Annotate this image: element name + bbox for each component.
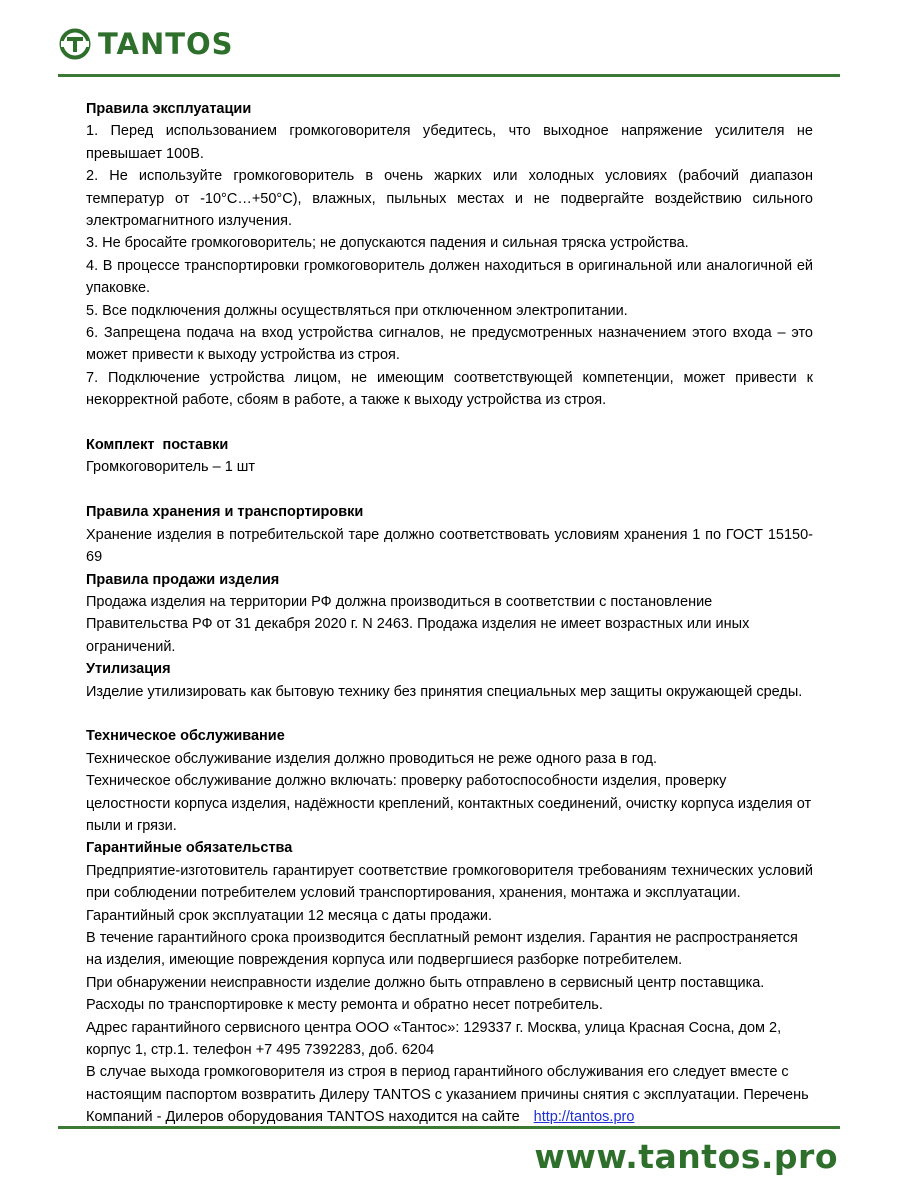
footer-divider xyxy=(58,1126,840,1129)
kit-item: Громкоговоритель – 1 шт xyxy=(86,459,256,476)
warranty-text: Предприятие-изготовитель гарантирует соответствие громкоговорителя требованиям технических условий при соблюдении потребителем условий транспортирования, хранения, монтажа и эксплуатации. xyxy=(86,862,813,902)
brand-name: TANTOS xyxy=(98,27,234,61)
warranty-final xyxy=(86,1061,813,1128)
rules-title: Правила эксплуатации xyxy=(86,101,252,117)
warranty-final-text: В случае выхода громкоговорителя из строя в период гарантийного обслуживания его следует вместе с настоящим паспортом возвратить Дилеру TANTOS с указанием причины снятия с эксплуатации. Перечень Компаний - Дилеров оборудования TANTOS находится на сайте xyxy=(86,1064,809,1126)
rule-item: 6. Запрещена подача на вход устройства сигналов, не предусмотренных назначением этого входа – это может привести к выходу устройства из строя. xyxy=(86,325,813,364)
dealer-site-link[interactable]: http://tantos.pro xyxy=(533,1109,635,1126)
warranty-text: Расходы по транспортировке к месту ремонта и обратно несет потребитель. xyxy=(86,997,603,1014)
disposal-title: Утилизация xyxy=(86,661,171,678)
rule-item: 2. Не используйте громкоговоритель в очень жарких или холодных условиях (рабочий диапазон температур от -10°С…+50°С), влажных, пыльных местах и не подвергайте воздействию сильного электромагнитного излучения. xyxy=(86,168,813,230)
warranty-text: В течение гарантийного срока производится бесплатный ремонт изделия. Гарантия не распространяется на изделия, имеющие повреждения корпуса или подвергшиеся разборке потребителем. xyxy=(86,929,798,969)
storage-title: Правила хранения и транспортировки xyxy=(86,504,364,521)
tantos-logo-icon xyxy=(58,27,92,61)
rule-item: 4. В процессе транспортировки громкоговоритель должен находиться в оригинальной или аналогичной ей упаковке. xyxy=(86,257,813,297)
warranty-text: Гарантийный срок эксплуатации 12 месяца с даты продажи. xyxy=(86,907,493,924)
maintenance-text: Техническое обслуживание изделия должно проводиться не реже одного раза в год. xyxy=(86,750,657,767)
footer-website: www.tantos.pro xyxy=(534,1137,838,1176)
header-divider xyxy=(58,74,840,77)
spacer xyxy=(86,412,813,434)
spacer xyxy=(86,479,813,501)
kit-title: Комплект поставки xyxy=(86,437,229,454)
header xyxy=(58,24,234,64)
sale-title: Правила продажи изделия xyxy=(86,571,280,588)
warranty-text: При обнаружении неисправности изделие должно быть отправлено в сервисный центр поставщика. xyxy=(86,974,765,991)
storage-text: Хранение изделия в потребительской таре должно соответствовать условиям хранения 1 по ГОСТ 15150-69 xyxy=(86,526,813,566)
warranty-title: Гарантийные обязательства xyxy=(86,840,293,857)
warranty-text: Адрес гарантийного сервисного центра ООО «Тантос»: 129337 г. Москва, улица Красная Сосна, дом 2, корпус 1, стр.1. телефон +7 495 7392283, доб. 6204 xyxy=(86,1019,782,1059)
sale-text: Продажа изделия на территории РФ должна производиться в соответствии с постановление Правительства РФ от 31 декабря 2020 г. N 2463. Продажа изделия не имеет возрастных или иных ограничений. xyxy=(86,593,750,655)
disposal-text: Изделие утилизировать как бытовую технику без принятия специальных мер защиты окружающей среды. xyxy=(86,683,803,700)
maintenance-text: Техническое обслуживание должно включать: проверку работоспособности изделия, проверку целостности корпуса изделия, надёжности креплений, контактных соединений, очистку корпуса изделия от пыли и грязи. xyxy=(86,773,812,834)
rule-item: 7. Подключение устройства лицом, не имеющим соответствующей компетенции, может привести к некорректной работе, сбоям в работе, а также к выходу устройства из строя. xyxy=(86,369,813,409)
rule-item: 1. Перед использованием громкоговорителя убедитесь, что выходное напряжение усилителя не превышает 100В. xyxy=(86,123,813,162)
rule-item: 5. Все подключения должны осуществляться при отключенном электропитании. xyxy=(86,302,628,319)
rule-item: 3. Не бросайте громкоговоритель; не допускаются падения и сильная тряска устройства. xyxy=(86,235,689,252)
document-body xyxy=(86,98,813,1129)
maintenance-title: Техническое обслуживание xyxy=(86,728,285,745)
spacer xyxy=(86,703,813,725)
